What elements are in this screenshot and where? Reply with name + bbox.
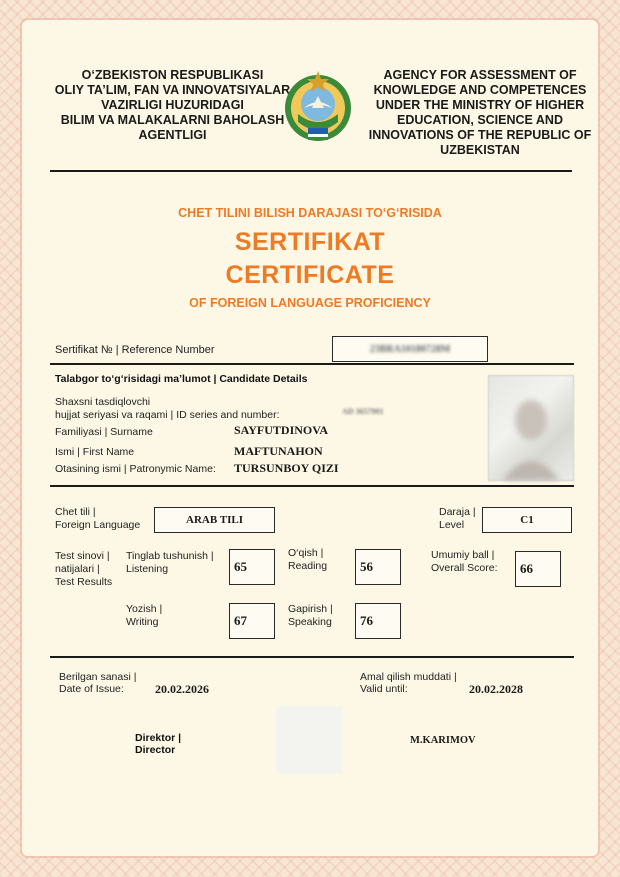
reading-score: 56 bbox=[360, 559, 373, 574]
patronymic-value: TURSUNBOY QIZI bbox=[234, 461, 339, 475]
listening-label-2: Listening bbox=[126, 563, 169, 575]
speaking-label-2: Speaking bbox=[288, 616, 332, 628]
id-label-line2: hujjat seriyasi va raqami | ID series and number: bbox=[55, 409, 280, 421]
level-label-1: Daraja | bbox=[439, 506, 476, 518]
speaking-score-box bbox=[355, 603, 401, 639]
issue-date-label-1: Berilgan sanasi | bbox=[59, 671, 137, 683]
header-left-line: BILIM VA MALAKALARNI BAHOLASH bbox=[60, 113, 285, 127]
speaking-label-1: Gapirish | bbox=[288, 603, 333, 615]
results-divider bbox=[50, 656, 574, 658]
header-right-en bbox=[360, 68, 600, 158]
reading-score-box bbox=[355, 549, 401, 585]
candidate-photo bbox=[488, 375, 574, 481]
writing-label-1: Yozish | bbox=[126, 603, 163, 615]
level-value: C1 bbox=[520, 514, 534, 526]
director-name: M.KARIMOV bbox=[410, 735, 476, 746]
patronymic-label: Otasining ismi | Patronymic Name: bbox=[55, 463, 216, 475]
reference-divider bbox=[50, 363, 574, 365]
foreign-language-box bbox=[154, 507, 275, 533]
header-left-line: OLIY TA’LIM, FAN VA INNOVATSIYALAR bbox=[54, 83, 291, 97]
candidate-section-title: Talabgor to‘g‘risidagi ma’lumot | Candidate Details bbox=[55, 373, 308, 385]
results-label-1: Test sinovi | bbox=[55, 550, 110, 562]
first-name-value: MAFTUNAHON bbox=[234, 444, 323, 458]
listening-score: 65 bbox=[234, 559, 247, 574]
reading-label-1: O‘qish | bbox=[288, 547, 324, 559]
header-divider bbox=[50, 170, 572, 172]
header-left-line: VAZIRLIGI HUZURIDAGI bbox=[101, 98, 244, 112]
speaking-score: 76 bbox=[360, 613, 373, 628]
header-right-line: INNOVATIONS OF THE REPUBLIC OF bbox=[368, 128, 592, 142]
reference-number: 23BRA10180728M bbox=[369, 343, 451, 355]
valid-until-value: 20.02.2028 bbox=[469, 682, 523, 696]
reading-label-2: Reading bbox=[288, 560, 328, 572]
id-number: AD 3657901 bbox=[342, 407, 384, 416]
issue-date-value: 20.02.2026 bbox=[155, 682, 209, 696]
header-right-line: AGENCY FOR ASSESSMENT OF bbox=[383, 68, 577, 82]
valid-until-label-2: Valid until: bbox=[360, 683, 408, 695]
state-emblem-icon bbox=[282, 68, 354, 144]
surname-value: SAYFUTDINOVA bbox=[234, 423, 329, 437]
header-right-line: UNDER THE MINISTRY OF HIGHER bbox=[375, 98, 585, 112]
reference-number-box bbox=[332, 336, 488, 362]
level-label-2: Level bbox=[439, 519, 465, 531]
id-label-line1: Shaxsni tasdiqlovchi bbox=[55, 396, 151, 408]
level-box bbox=[482, 507, 572, 533]
title-sertifikat: SERTIFIKAT bbox=[234, 228, 386, 256]
title-subtitle-top: CHET TILINI BILISH DARAJASI TO‘G‘RISIDA bbox=[178, 206, 442, 220]
header-right-line: EDUCATION, SCIENCE AND bbox=[397, 113, 563, 127]
overall-label-1: Umumiy ball | bbox=[431, 549, 495, 561]
language-label-2: Foreign Language bbox=[55, 519, 141, 531]
candidate-divider bbox=[50, 485, 574, 487]
header-left-uz bbox=[50, 68, 295, 143]
title-subtitle-bottom: OF FOREIGN LANGUAGE PROFICIENCY bbox=[189, 296, 431, 310]
results-label-3: Test Results bbox=[55, 576, 113, 588]
header-right-line: UZBEKISTAN bbox=[440, 143, 520, 157]
overall-score: 66 bbox=[520, 561, 533, 576]
header-left-line: AGENTLIGI bbox=[138, 128, 207, 142]
foreign-language-value: ARAB TILI bbox=[186, 514, 243, 526]
listening-label-1: Tinglab tushunish | bbox=[126, 550, 214, 562]
director-label-2: Director bbox=[135, 744, 176, 756]
writing-score-box bbox=[229, 603, 275, 639]
language-label-1: Chet tili | bbox=[55, 506, 96, 518]
valid-until-label-1: Amal qilish muddati | bbox=[360, 671, 457, 683]
overall-score-box bbox=[515, 551, 561, 587]
certificate-paper bbox=[22, 20, 598, 856]
results-label-2: natijalari | bbox=[55, 563, 100, 575]
writing-label-2: Writing bbox=[126, 616, 159, 628]
writing-score: 67 bbox=[234, 613, 247, 628]
qr-code-placeholder bbox=[276, 706, 342, 774]
issue-date-label-2: Date of Issue: bbox=[59, 683, 124, 695]
director-label-1: Direktor | bbox=[135, 732, 182, 744]
listening-score-box bbox=[229, 549, 275, 585]
first-name-label: Ismi | First Name bbox=[55, 446, 135, 458]
overall-label-2: Overall Score: bbox=[431, 562, 498, 574]
surname-label: Familiyasi | Surname bbox=[55, 426, 153, 438]
title-certificate: CERTIFICATE bbox=[225, 261, 395, 289]
header-right-line: KNOWLEDGE AND COMPETENCES bbox=[373, 83, 587, 97]
header-left-line: O‘ZBEKISTON RESPUBLIKASI bbox=[81, 68, 264, 82]
reference-label: Sertifikat № | Reference Number bbox=[55, 344, 215, 356]
